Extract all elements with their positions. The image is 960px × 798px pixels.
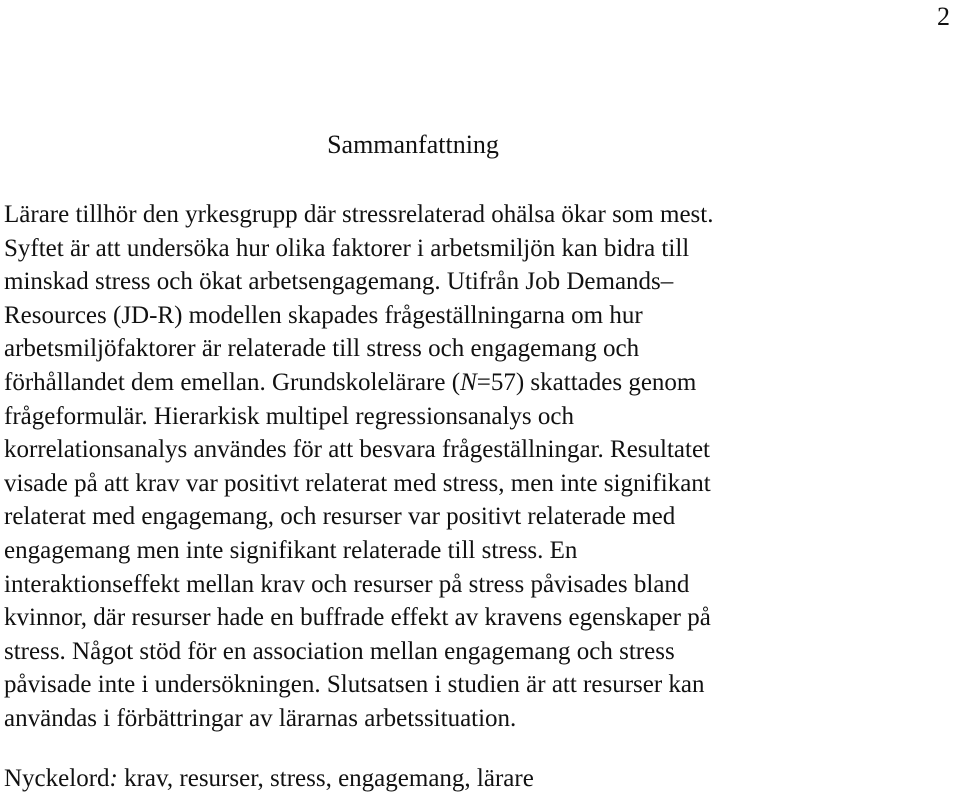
abstract-line: interaktionseffekt mellan krav och resurser på stress påvisades bland <box>4 570 690 598</box>
page-title: Sammanfattning <box>327 130 499 159</box>
abstract-line: frågeformulär. Hierarkisk multipel regressionsanalys och <box>4 402 574 430</box>
keywords-colon: : <box>109 765 118 792</box>
page-number: 2 <box>937 2 950 31</box>
abstract-line: stress. Något stöd för en association mellan engagemang och stress <box>4 637 675 665</box>
abstract-line: minskad stress och ökat arbetsengagemang. Utifrån Job Demands– <box>4 268 674 296</box>
abstract-line: korrelationsanalys användes för att besvara frågeställningar. Resultatet <box>4 436 710 464</box>
abstract-line: användas i förbättringar av lärarnas arbetssituation. <box>4 704 517 732</box>
abstract-line: förhållandet dem emellan. Grundskolelärare (N=57) skattades genom <box>4 368 697 396</box>
sample-size-symbol: N <box>460 368 477 396</box>
keywords-line <box>4 764 534 794</box>
abstract-line: påvisade inte i undersökningen. Slutsatsen i studien är att resurser kan <box>4 671 705 699</box>
abstract-line: arbetsmiljöfaktorer är relaterade till stress och engagemang och <box>4 335 640 363</box>
abstract-line: Syftet är att undersöka hur olika faktorer i arbetsmiljön kan bidra till <box>4 234 690 262</box>
abstract-line: Lärare tillhör den yrkesgrupp där stressrelaterad ohälsa ökar som mest. <box>4 201 714 228</box>
abstract-paragraph <box>4 198 954 736</box>
abstract-line: kvinnor, där resurser hade en buffrade effekt av kravens egenskaper på <box>4 604 711 632</box>
abstract-line: visade på att krav var positivt relaterat med stress, men inte signifikant <box>4 469 711 497</box>
keywords-label: Nyckelord <box>4 765 110 792</box>
abstract-line: relaterat med engagemang, och resurser var positivt relaterade med <box>4 503 676 531</box>
abstract-line: engagemang men inte signifikant relaterade till stress. En <box>4 536 578 564</box>
keywords-text: krav, resurser, stress, engagemang, lärare <box>117 765 534 792</box>
abstract-line: Resources (JD-R) modellen skapades frågeställningarna om hur <box>4 301 643 329</box>
